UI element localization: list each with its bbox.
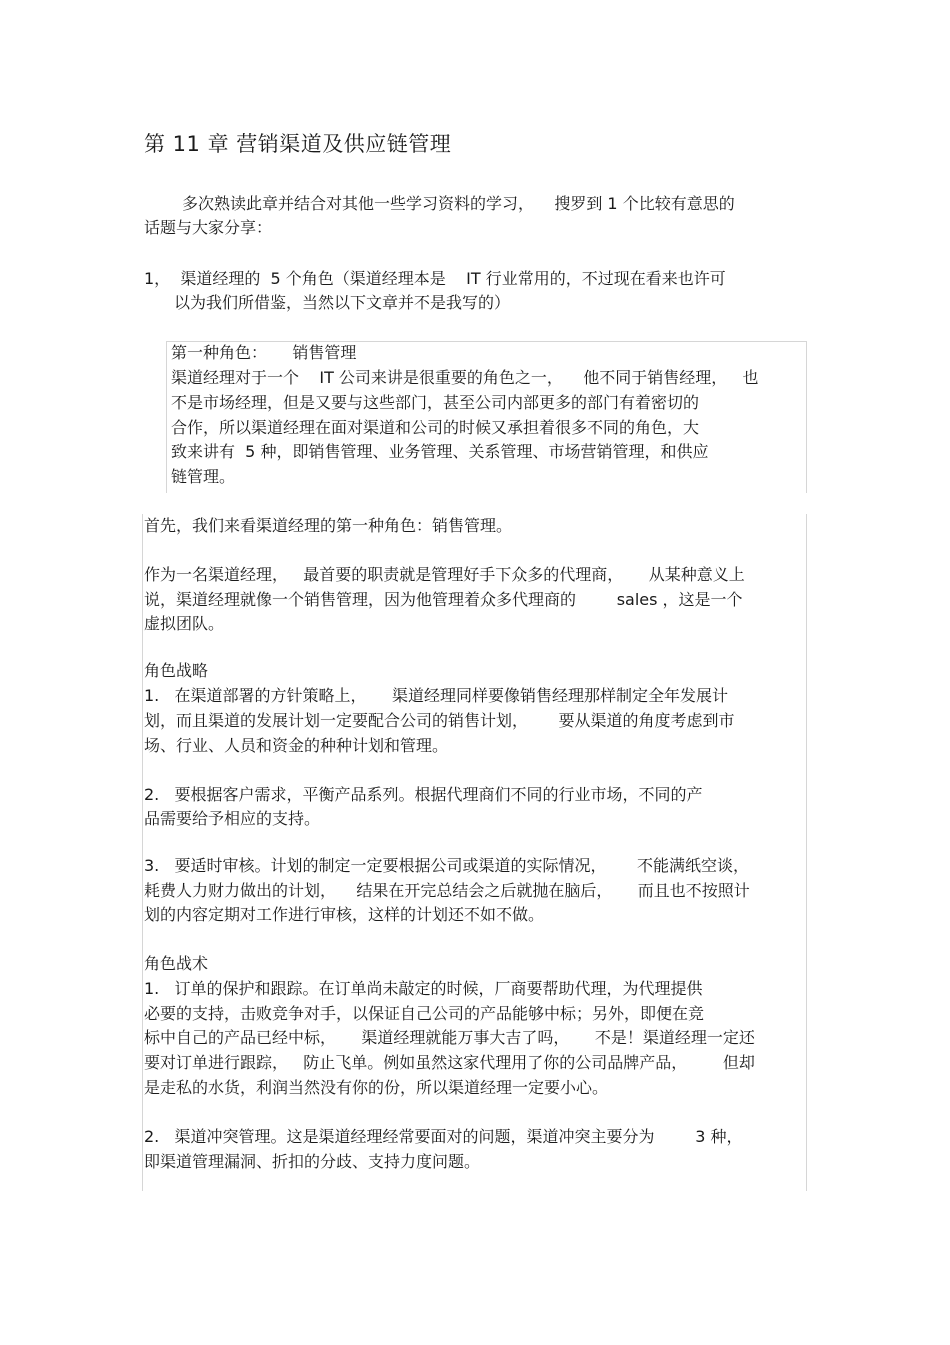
paragraph-line: 虚拟团队。 — [144, 614, 225, 633]
tactics-2-line: 2. 渠道冲突管理。这是渠道经理经常要面对的问题，渠道冲突主要分为 3 种， — [144, 1127, 743, 1146]
strategy-1-line: 划，而且渠道的发展计划一定要配合公司的销售计划， 要从渠道的角度考虑到市 — [144, 711, 735, 730]
paragraph-first: 首先，我们来看渠道经理的第一种角色：销售管理。 — [144, 516, 513, 535]
quote-line: 致来讲有 5 种，即销售管理、业务管理、关系管理、市场营销管理，和供应 — [171, 442, 709, 461]
tactics-1-line: 要对订单进行跟踪， 防止飞单。例如虽然这家代理用了你的公司品牌产品， 但却 — [144, 1053, 755, 1072]
quote-box-right-rule — [806, 341, 807, 493]
paragraph-line: 说，渠道经理就像一个销售管理，因为他管理着众多代理商的 sales ，这是一个 — [144, 590, 743, 609]
quote-heading: 第一种角色： 销售管理 — [171, 343, 357, 362]
section-heading-tactics: 角色战术 — [144, 954, 209, 973]
tactics-1-line: 是走私的水货，利润当然没有你的份，所以渠道经理一定要小心。 — [144, 1078, 609, 1097]
strategy-1-line: 1. 在渠道部署的方针策略上， 渠道经理同样要像销售经理那样制定全年发展计 — [144, 686, 728, 705]
quote-line: 渠道经理对于一个 IT 公司来讲是很重要的角色之一， 他不同于销售经理， 也 — [171, 368, 759, 387]
quote-box-left-rule — [166, 341, 167, 493]
strategy-2-line: 品需要给予相应的支持。 — [144, 809, 321, 828]
tactics-1-line: 1. 订单的保护和跟踪。在订单尚未敲定的时候，厂商要帮助代理，为代理提供 — [144, 979, 703, 998]
tactics-1-line: 必要的支持，击败竞争对手，以保证自己公司的产品能够中标；另外，即便在竞 — [144, 1004, 705, 1023]
main-box-right-rule — [806, 514, 807, 1191]
strategy-3-line: 3. 要适时审核。计划的制定一定要根据公司或渠道的实际情况， 不能满纸空谈， — [144, 856, 750, 875]
item1-line-2: 以为我们所借鉴，当然以下文章并不是我写的） — [174, 293, 511, 312]
quote-line: 链管理。 — [171, 467, 236, 486]
strategy-1-line: 场、行业、人员和资金的种种计划和管理。 — [144, 736, 449, 755]
strategy-3-line: 划的内容定期对工作进行审核，这样的计划还不如不做。 — [144, 905, 545, 924]
main-box-left-rule — [142, 514, 143, 1191]
tactics-2-line: 即渠道管理漏洞、折扣的分歧、支持力度问题。 — [144, 1152, 481, 1171]
intro-line-1: 多次熟读此章并结合对其他一些学习资料的学习， 搜罗到 1 个比较有意思的 — [182, 194, 735, 213]
intro-line-2: 话题与大家分享： — [144, 218, 273, 237]
page-title: 第 11 章 营销渠道及供应链管理 — [144, 132, 452, 156]
section-heading-strategy: 角色战略 — [144, 661, 209, 680]
quote-line: 合作，所以渠道经理在面对渠道和公司的时候又承担着很多不同的角色，大 — [171, 418, 700, 437]
paragraph-line: 作为一名渠道经理， 最首要的职责就是管理好手下众多的代理商， 从某种意义上 — [144, 565, 745, 584]
quote-line: 不是市场经理，但是又要与这些部门，甚至公司内部更多的部门有着密切的 — [171, 393, 700, 412]
tactics-1-line: 标中自己的产品已经中标， 渠道经理就能万事大吉了吗， 不是！渠道经理一定还 — [144, 1028, 755, 1047]
item1-line-1: 1， 渠道经理的 5 个角色（渠道经理本是 IT 行业常用的，不过现在看来也许可 — [144, 269, 726, 288]
strategy-3-line: 耗费人力财力做出的计划， 结果在开完总结会之后就抛在脑后， 而且也不按照计 — [144, 881, 750, 900]
strategy-2-line: 2. 要根据客户需求，平衡产品系列。根据代理商们不同的行业市场，不同的产 — [144, 785, 703, 804]
